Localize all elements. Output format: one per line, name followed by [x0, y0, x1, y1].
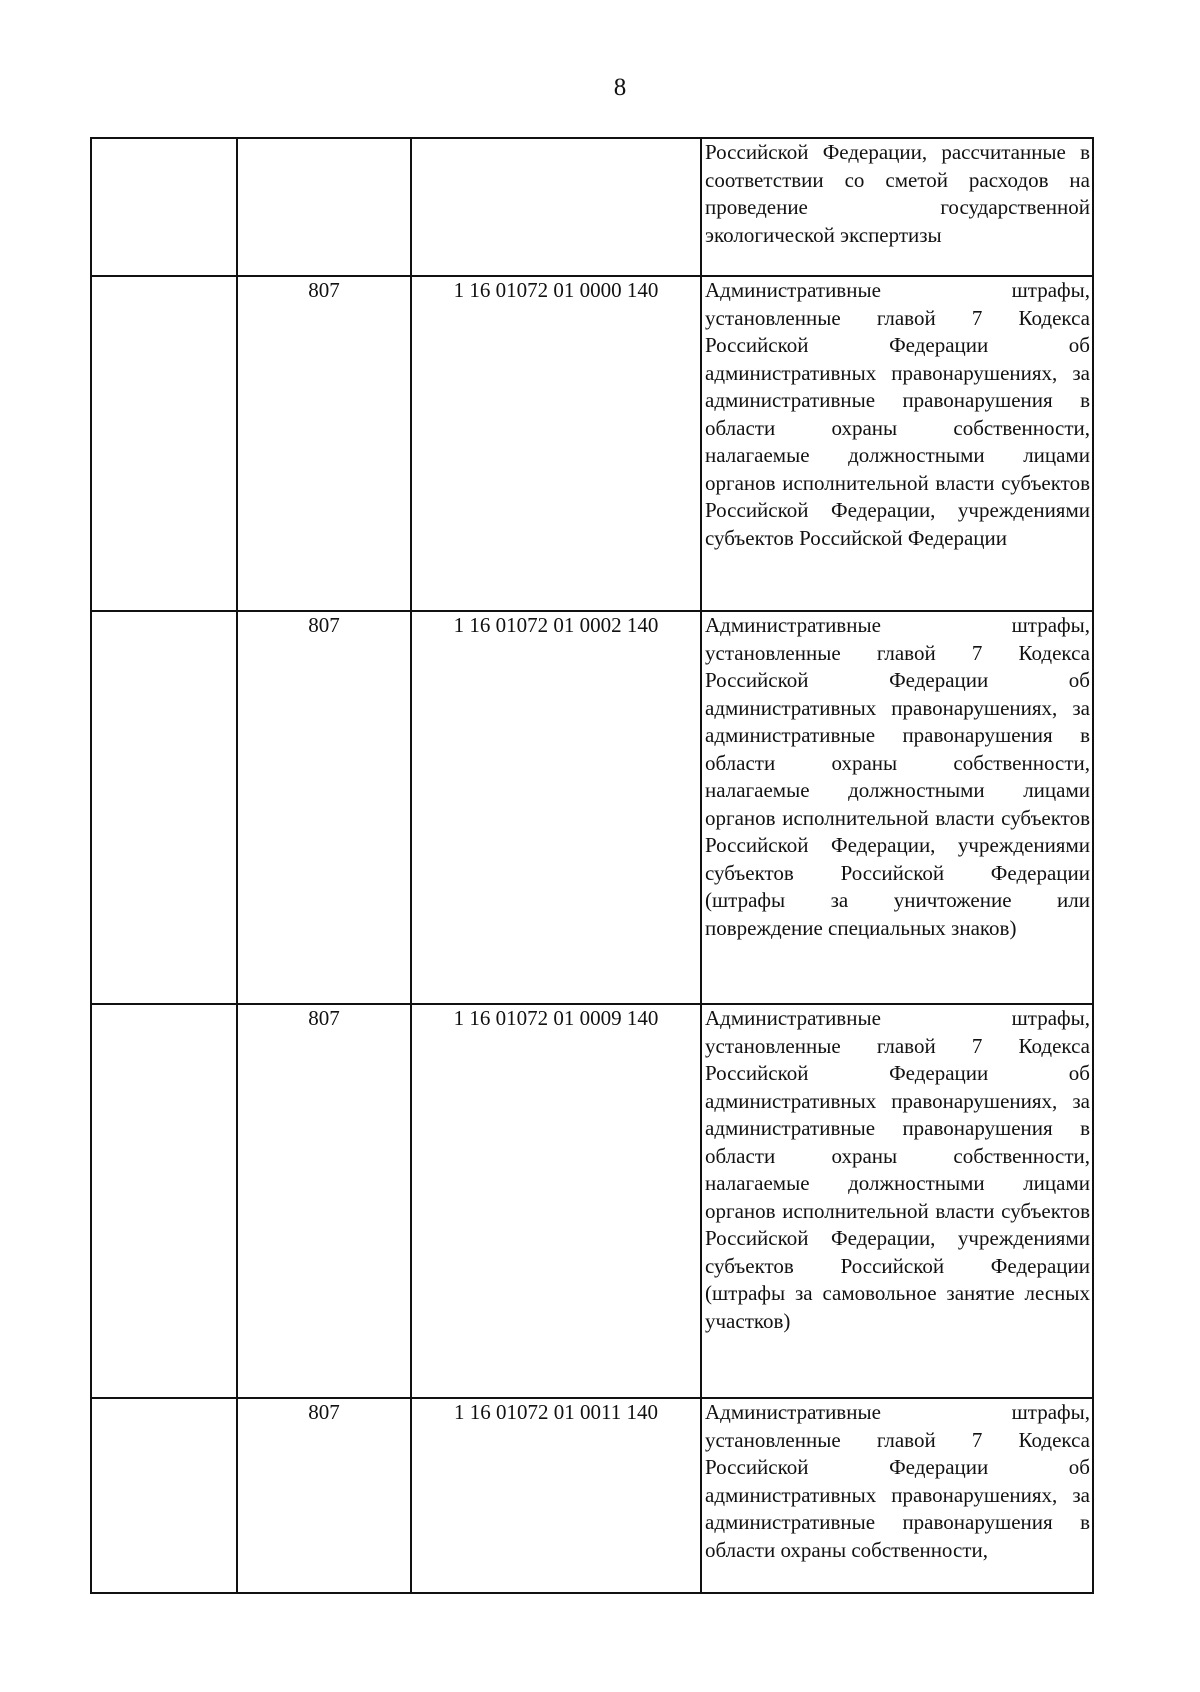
description-text: Административные штрафы, установленные главой 7 Кодекса Российской Федерации об административных правонарушениях, за административные правонарушения в области охраны собственности, налагаемые должностными лицами органов исполнительной власти субъектов Российской Федерации, учреждениями субъектов Российской Федерации (штрафы за самовольное занятие лесных участков) — [705, 1006, 1090, 1333]
admin-code-cell: 807 — [237, 611, 411, 1004]
empty-cell — [91, 1398, 237, 1593]
kbk-code-cell: 1 16 01072 01 0002 140 — [411, 611, 701, 1004]
kbk-code-cell: 1 16 01072 01 0011 140 — [411, 1398, 701, 1593]
empty-cell — [91, 611, 237, 1004]
description-cell — [701, 1398, 1093, 1593]
empty-cell — [91, 276, 237, 611]
description-cell — [701, 611, 1093, 1004]
kbk-code-cell — [411, 138, 701, 276]
table-row — [91, 276, 1093, 611]
admin-code-cell: 807 — [237, 1004, 411, 1398]
table-row — [91, 1004, 1093, 1398]
revenue-codes-table — [90, 137, 1094, 1594]
description-text: Административные штрафы, установленные главой 7 Кодекса Российской Федерации об административных правонарушениях, за административные правонарушения в области охраны собственности, налагаемые должностными лицами органов исполнительной власти субъектов Российской Федерации, учреждениями субъектов Российской Федерации — [705, 278, 1090, 550]
description-cell — [701, 1004, 1093, 1398]
admin-code-cell — [237, 138, 411, 276]
admin-code-cell: 807 — [237, 276, 411, 611]
admin-code-cell: 807 — [237, 1398, 411, 1593]
table-row — [91, 138, 1093, 276]
page-number: 8 — [613, 74, 627, 101]
empty-cell — [91, 1004, 237, 1398]
description-text: Российской Федерации, рассчитанные в соответствии со сметой расходов на проведение государственной экологической экспертизы — [705, 140, 1090, 247]
description-cell — [701, 276, 1093, 611]
table-row — [91, 611, 1093, 1004]
description-text: Административные штрафы, установленные главой 7 Кодекса Российской Федерации об административных правонарушениях, за административные правонарушения в области охраны собственности, налагаемые должностными лицами органов исполнительной власти субъектов Российской Федерации, учреждениями субъектов Российской Федерации (штрафы за уничтожение или повреждение специальных знаков) — [705, 613, 1090, 940]
empty-cell — [91, 138, 237, 276]
kbk-code-cell: 1 16 01072 01 0009 140 — [411, 1004, 701, 1398]
description-text: Административные штрафы, установленные главой 7 Кодекса Российской Федерации об административных правонарушениях, за административные правонарушения в области охраны собственности, — [705, 1400, 1090, 1562]
table-row — [91, 1398, 1093, 1593]
description-cell — [701, 138, 1093, 276]
kbk-code-cell: 1 16 01072 01 0000 140 — [411, 276, 701, 611]
